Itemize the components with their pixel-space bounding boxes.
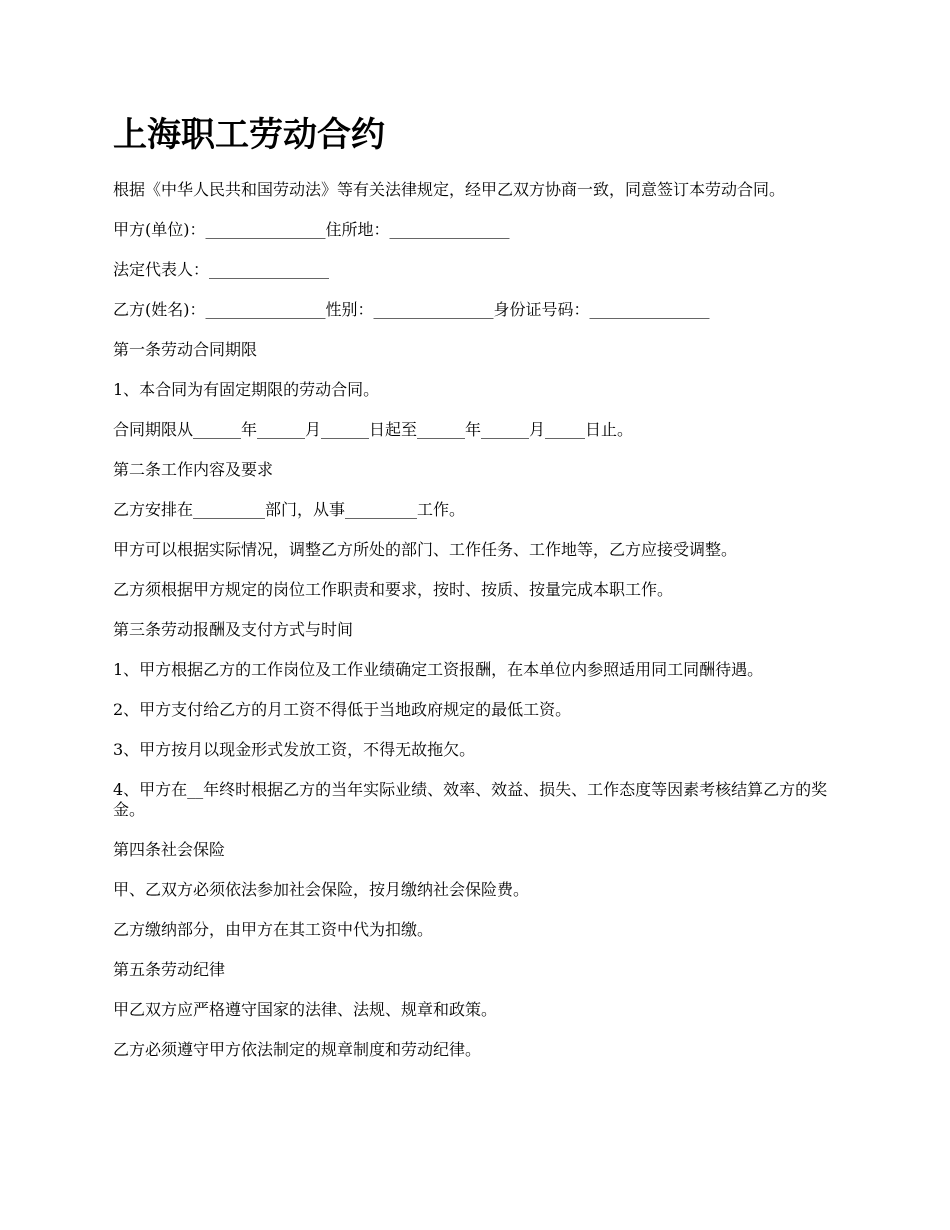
article-5-clause-2: 乙方必须遵守甲方依法制定的规章制度和劳动纪律。	[113, 1040, 482, 1059]
article-4-heading: 第四条社会保险	[113, 840, 226, 859]
article-5-heading: 第五条劳动纪律	[113, 960, 226, 979]
article-2-clause-1: 乙方安排在_________部门，从事_________工作。	[113, 500, 466, 519]
article-2-clause-3: 乙方须根据甲方规定的岗位工作职责和要求，按时、按质、按量完成本职工作。	[113, 580, 674, 599]
document-title: 上海职工劳动合约	[113, 115, 385, 155]
legal-representative-line: 法定代表人：_______________	[113, 260, 330, 279]
article-1-heading: 第一条劳动合同期限	[113, 340, 258, 359]
article-5-clause-1: 甲乙双方应严格遵守国家的法律、法规、规章和政策。	[113, 1000, 498, 1019]
preamble-paragraph: 根据《中华人民共和国劳动法》等有关法律规定，经甲乙双方协商一致，同意签订本劳动合同。	[113, 180, 786, 199]
article-3-clause-2: 2、甲方支付给乙方的月工资不得低于当地政府规定的最低工资。	[113, 700, 572, 719]
party-a-line: 甲方(单位)：_______________住所地：_______________	[113, 220, 510, 239]
contract-term-line: 合同期限从______年______月______日起至______年______月_____日止。	[113, 420, 634, 439]
article-2-heading: 第二条工作内容及要求	[113, 460, 274, 479]
article-4-clause-2: 乙方缴纳部分，由甲方在其工资中代为扣缴。	[113, 920, 434, 939]
article-2-clause-2: 甲方可以根据实际情况，调整乙方所处的部门、工作任务、工作地等，乙方应接受调整。	[113, 540, 738, 559]
article-3-clause-3: 3、甲方按月以现金形式发放工资，不得无故拖欠。	[113, 740, 476, 759]
article-3-clause-1: 1、甲方根据乙方的工作岗位及工作业绩确定工资报酬，在本单位内参照适用同工同酬待遇。	[113, 660, 764, 679]
article-3-heading: 第三条劳动报酬及支付方式与时间	[113, 620, 354, 639]
article-3-clause-4: 4、甲方在__年终时根据乙方的当年实际业绩、效率、效益、损失、工作态度等因素考核结算乙方的奖金。	[113, 780, 828, 819]
article-4-clause-1: 甲、乙双方必须依法参加社会保险，按月缴纳社会保险费。	[113, 880, 530, 899]
document-page	[113, 112, 843, 1080]
party-b-line: 乙方(姓名)：_______________性别：_______________身份证号码：_______________	[113, 300, 710, 319]
article-1-clause-1: 1、本合同为有固定期限的劳动合同。	[113, 380, 380, 399]
